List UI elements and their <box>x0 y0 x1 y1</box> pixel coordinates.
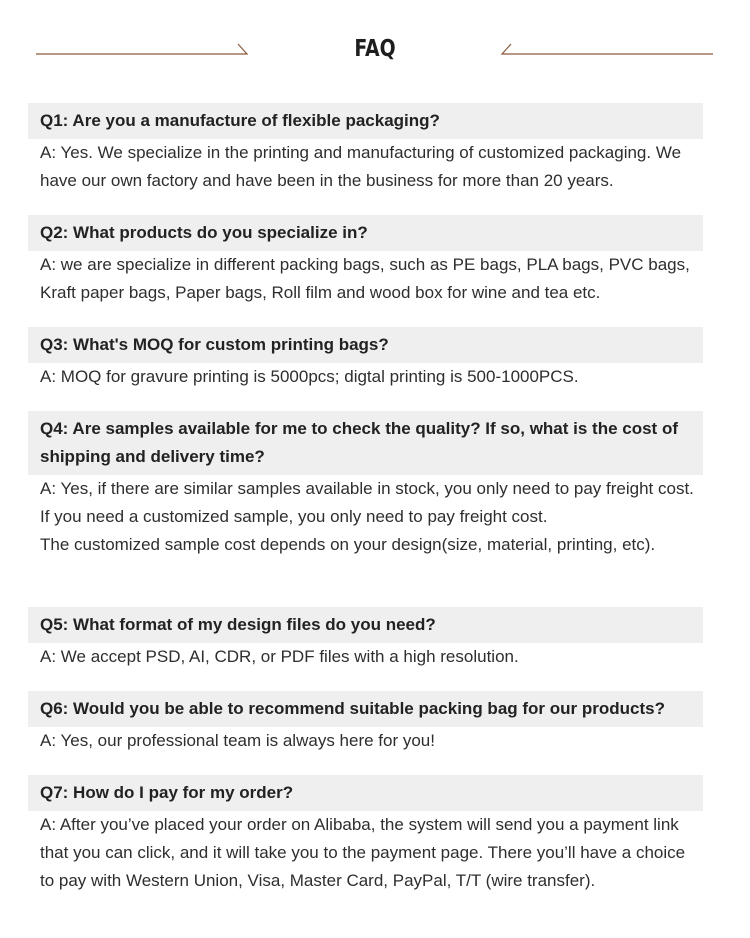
answer-paragraph: The customized sample cost depends on your design(size, material, printing, etc). <box>40 535 656 554</box>
faq-item-2 <box>28 215 703 307</box>
faq-question: Q2: What products do you specialize in? <box>28 215 703 251</box>
answer-paragraph: A: we are specialize in different packing bags, such as PE bags, PLA bags, PVC bags, Kraft paper bags, Paper bags, Roll film and wood box for wine and tea etc. <box>40 255 690 302</box>
faq-item-4 <box>28 411 703 559</box>
faq-answer <box>28 139 703 195</box>
faq-question: Q5: What format of my design files do you need? <box>28 607 703 643</box>
faq-question: Q4: Are samples available for me to check the quality? If so, what is the cost of shipping and delivery time? <box>28 411 703 475</box>
faq-item-5 <box>28 607 703 671</box>
answer-paragraph: A: MOQ for gravure printing is 5000pcs; digtal printing is 500-1000PCS. <box>40 367 579 386</box>
answer-paragraph: If you need a customized sample, you only need to pay freight cost. <box>40 507 548 526</box>
faq-answer <box>28 811 703 895</box>
faq-item-7 <box>28 775 703 895</box>
faq-item-3 <box>28 327 703 391</box>
faq-question: Q7: How do I pay for my order? <box>28 775 703 811</box>
faq-question: Q3: What's MOQ for custom printing bags? <box>28 327 703 363</box>
answer-paragraph: A: Yes, our professional team is always here for you! <box>40 731 435 750</box>
faq-answer <box>28 363 703 391</box>
answer-paragraph: A: After you’ve placed your order on Alibaba, the system will send you a payment link that you can click, and it will take you to the payment page. There you’ll have a choice to pay with Western Union, Visa, Master Card, PayPal, T/T (wire transfer). <box>40 815 686 890</box>
answer-paragraph: A: Yes. We specialize in the printing and manufacturing of customized packaging. We have our own factory and have been in the business for more than 20 years. <box>40 143 682 190</box>
page-title: FAQ <box>354 36 396 62</box>
faq-header <box>0 0 750 100</box>
faq-answer <box>28 727 703 755</box>
faq-answer <box>28 475 703 559</box>
faq-item-6 <box>28 691 703 755</box>
answer-paragraph: A: We accept PSD, AI, CDR, or PDF files with a high resolution. <box>40 647 519 666</box>
faq-answer <box>28 643 703 671</box>
faq-question: Q6: Would you be able to recommend suitable packing bag for our products? <box>28 691 703 727</box>
answer-paragraph: A: Yes, if there are similar samples available in stock, you only need to pay freight cost. <box>40 479 694 498</box>
faq-answer <box>28 251 703 307</box>
faq-question: Q1: Are you a manufacture of flexible packaging? <box>28 103 703 139</box>
faq-item-1 <box>28 103 703 195</box>
